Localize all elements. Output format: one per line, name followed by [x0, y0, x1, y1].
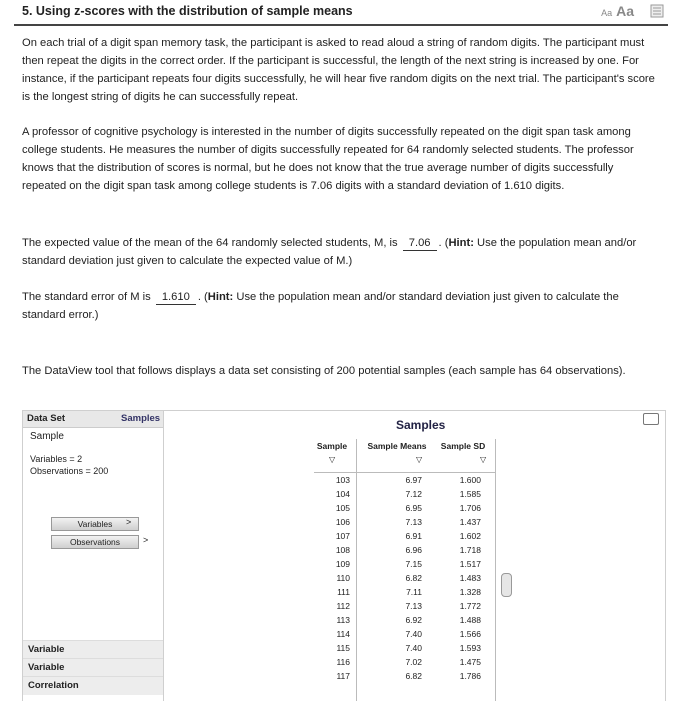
- cell-sample: 114: [336, 629, 350, 639]
- cell-sample: 105: [335, 503, 350, 513]
- correlation-row[interactable]: Correlation: [23, 676, 163, 695]
- col-header-means[interactable]: Sample Means: [367, 441, 427, 451]
- font-small-button[interactable]: Aa: [601, 8, 613, 18]
- table-row[interactable]: [314, 669, 495, 683]
- cell-sd: 1.602: [459, 531, 481, 541]
- cell-sd: 1.483: [459, 573, 481, 583]
- cell-mean: 7.11: [406, 587, 422, 597]
- cell-sample: 104: [335, 489, 350, 499]
- table-scrollbar[interactable]: [501, 573, 512, 597]
- cell-mean: 6.95: [405, 503, 422, 513]
- table-row[interactable]: [314, 473, 495, 487]
- cell-sd: 1.475: [459, 657, 481, 667]
- question-header: [14, 0, 668, 26]
- q2-hint-label: Hint:: [207, 291, 234, 303]
- dataview-tabbar: [23, 411, 163, 428]
- cell-sample: 113: [336, 615, 350, 625]
- cell-mean: 7.12: [405, 489, 422, 499]
- cell-mean: 7.40: [405, 629, 422, 639]
- cell-sd: 1.593: [459, 643, 481, 653]
- observations-arrow-icon: >: [143, 535, 149, 545]
- question-expected-value: [22, 234, 656, 270]
- q1-text: The expected value of the mean of the 64 randomly selected students, M, is: [22, 237, 398, 249]
- cell-sample: 115: [336, 643, 350, 653]
- q1-paren: . (: [438, 237, 449, 249]
- q1-hint: Use the population mean and/or standard deviation just given to calculate the expected value of M.): [22, 237, 637, 267]
- dataset-name: Sample: [30, 431, 64, 442]
- font-size-control[interactable]: [601, 3, 634, 21]
- cell-sd: 1.517: [459, 559, 481, 569]
- cell-sd: 1.600: [459, 475, 481, 485]
- cell-sd: 1.488: [459, 615, 481, 625]
- cell-sample: 107: [335, 531, 350, 541]
- cell-sample: 110: [336, 573, 350, 583]
- cell-sd: 1.566: [459, 629, 481, 639]
- cell-mean: 7.15: [405, 559, 422, 569]
- calculator-icon[interactable]: [643, 413, 659, 425]
- cell-sd: 1.718: [459, 545, 481, 555]
- cell-sample: 108: [335, 545, 350, 555]
- dataview-intro: The DataView tool that follows displays a data set consisting of 200 potential samples (each sample has 64 observations).: [22, 365, 626, 377]
- variables-count: Variables = 2: [30, 454, 83, 464]
- q2-hint: Use the population mean and/or standard deviation just given to calculate the standard error.): [22, 291, 619, 321]
- sort-sample-icon[interactable]: ▽: [329, 455, 336, 464]
- cell-mean: 7.13: [405, 517, 422, 527]
- variable-row-1[interactable]: Variable: [23, 640, 163, 659]
- table-row[interactable]: [314, 641, 495, 655]
- q2-text: The standard error of M is: [22, 291, 151, 303]
- table-row[interactable]: [314, 543, 495, 557]
- table-row[interactable]: [314, 627, 495, 641]
- table-right-border: [495, 439, 496, 701]
- table-row[interactable]: [314, 655, 495, 669]
- col-header-sample[interactable]: Sample: [316, 441, 348, 451]
- cell-sample: 111: [337, 587, 350, 597]
- font-large-button[interactable]: Aa: [616, 3, 634, 19]
- table-row[interactable]: [314, 515, 495, 529]
- table-row[interactable]: [314, 613, 495, 627]
- intro-paragraph-2: A professor of cognitive psychology is interested in the number of digits successfully repeated on the digit span task among college students. He measures the number of digits successfully repeated for 64 randomly selected students. The professor knows that the distribution of scores is normal, but he does not know that the true average number of digits successfully repeated on the digit span task among college students is 7.06 digits with a standard deviation of 1.610 digits.: [22, 126, 634, 192]
- observations-button[interactable]: [51, 535, 139, 549]
- cell-sample: 106: [335, 517, 350, 527]
- tab-samples[interactable]: Samples: [121, 413, 161, 424]
- table-row[interactable]: [314, 571, 495, 585]
- col-header-sd[interactable]: Sample SD: [440, 441, 486, 451]
- observations-button-label: Observations: [69, 537, 121, 547]
- cell-sd: 1.437: [459, 517, 481, 527]
- cell-mean: 6.97: [405, 475, 422, 485]
- table-row[interactable]: [314, 585, 495, 599]
- variables-button-label: Variables: [77, 519, 113, 529]
- cell-sd: 1.585: [459, 489, 481, 499]
- table-row[interactable]: [314, 487, 495, 501]
- cell-sample: 117: [336, 671, 350, 681]
- q1-hint-label: Hint:: [448, 237, 474, 249]
- cell-mean: 7.13: [405, 601, 422, 611]
- table-row[interactable]: [314, 557, 495, 571]
- cell-sample: 103: [335, 475, 350, 485]
- cell-sd: 1.328: [459, 587, 481, 597]
- cell-mean: 6.82: [405, 671, 422, 681]
- observations-count: Observations = 200: [30, 466, 109, 476]
- standard-error-answer[interactable]: 1.610: [156, 290, 196, 305]
- sort-sd-icon[interactable]: ▽: [480, 455, 487, 464]
- q2-paren: . (: [197, 291, 208, 303]
- question-title: 5. Using z-scores with the distribution of sample means: [22, 4, 353, 18]
- samples-table: [314, 472, 495, 683]
- table-row[interactable]: [314, 501, 495, 515]
- cell-sd: 1.772: [459, 601, 481, 611]
- cell-sample: 109: [335, 559, 350, 569]
- cell-mean: 6.96: [405, 545, 422, 555]
- cell-mean: 6.82: [405, 573, 422, 583]
- variables-arrow-icon: >: [126, 517, 132, 527]
- cell-mean: 6.91: [405, 531, 422, 541]
- dataview-left-panel: [23, 411, 164, 701]
- cell-mean: 6.92: [405, 615, 422, 625]
- variable-row-2[interactable]: Variable: [23, 658, 163, 677]
- cell-sd: 1.786: [459, 671, 481, 681]
- cell-sample: 116: [336, 657, 350, 667]
- cell-sample: 112: [336, 601, 350, 611]
- tab-data-set[interactable]: Data Set: [27, 413, 66, 424]
- sort-means-icon[interactable]: ▽: [416, 455, 423, 464]
- dataset-info: [30, 453, 108, 477]
- document-icon[interactable]: [650, 4, 664, 18]
- table-row[interactable]: [314, 599, 495, 613]
- cell-sd: 1.706: [459, 503, 481, 513]
- samples-title: Samples: [396, 418, 446, 432]
- cell-mean: 7.40: [405, 643, 422, 653]
- table-row[interactable]: [314, 529, 495, 543]
- cell-mean: 7.02: [405, 657, 422, 667]
- dataview-tool: [22, 410, 666, 701]
- expected-value-answer[interactable]: 7.06: [403, 236, 437, 251]
- question-standard-error: [22, 288, 656, 324]
- intro-paragraph-1: On each trial of a digit span memory task, the participant is asked to read aloud a string of random digits. The participant must then repeat the digits in the correct order. If the participant is successful, the length of the next string is increased by one. For instance, if the participant repeats four digits successfully, he will hear five random digits on the next trial. The participant's score is the longest string of digits he can successfully repeat.: [22, 37, 655, 103]
